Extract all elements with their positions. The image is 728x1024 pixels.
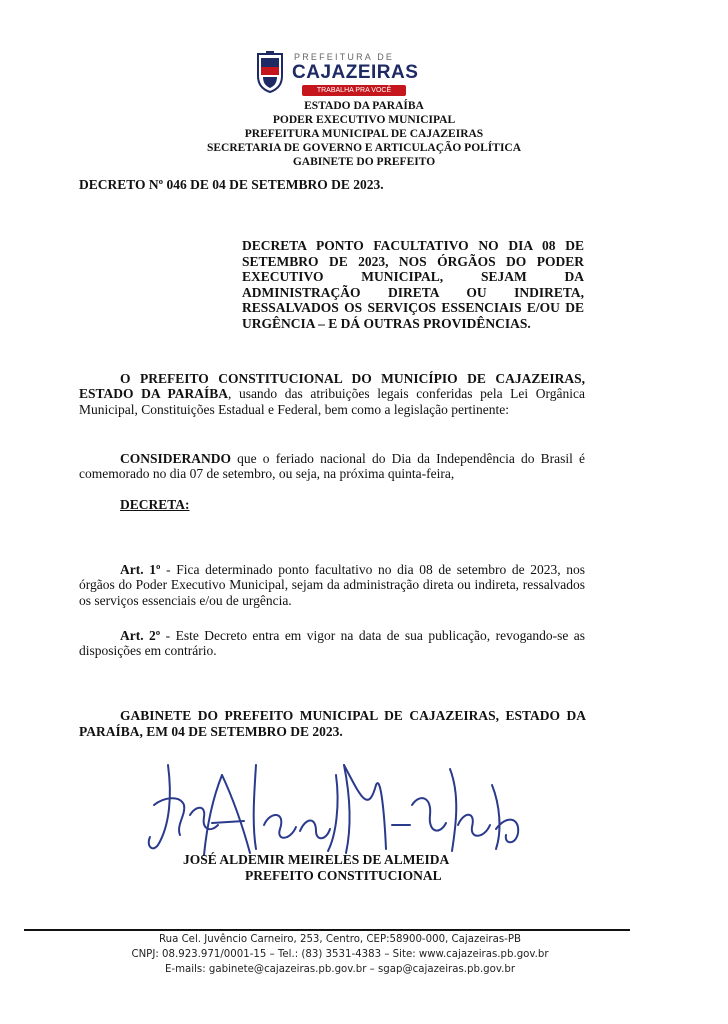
logo-city-name: CAJAZEIRAS xyxy=(292,62,419,83)
considerando-bold: CONSIDERANDO xyxy=(120,451,232,466)
preamble-bold: O PREFEITO CONSTITUCIONAL DO MUNICÍPIO DE CAJAZEIRAS, ESTADO DA PARAÍBA xyxy=(79,371,585,402)
header-secretaria: SECRETARIA DE GOVERNO E ARTICULAÇÃO POLÍTICA xyxy=(206,142,522,154)
header-power: PODER EXECUTIVO MUNICIPAL xyxy=(272,114,456,126)
footer-emails: E-mails: gabinete@cajazeiras.pb.gov.br – sgap@cajazeiras.pb.gov.br xyxy=(164,964,516,975)
city-crest-icon xyxy=(252,50,288,94)
article-1-text: - Fica determinado ponto facultativo no dia 08 de setembro de 2023, nos órgãos do Poder Executivo Municipal, sejam da administração direta ou indireta, ressalvados os serviços essenciais e/ou de urgência. xyxy=(79,562,585,608)
considerando-paragraph xyxy=(79,451,585,482)
article-1-label: Art. 1º xyxy=(120,562,161,577)
article-2 xyxy=(79,628,585,659)
signer-name: JOSÉ ALDEMIR MEIRELES DE ALMEIDA xyxy=(183,852,450,867)
logo-prefeitura-text: PREFEITURA DE xyxy=(294,52,395,62)
article-1 xyxy=(79,562,585,608)
preamble-paragraph xyxy=(79,371,585,417)
header-gabinete: GABINETE DO PREFEITO xyxy=(292,156,436,168)
footer-contacts: CNPJ: 08.923.971/0001-15 – Tel.: (83) 3531-4383 – Site: www.cajazeiras.pb.gov.br xyxy=(131,949,549,960)
document-header xyxy=(0,99,728,169)
preamble-text: , usando das atribuições legais conferidas pela Lei Orgânica Municipal, Constituições Estadual e Federal, bem como a legislação pertinente: xyxy=(79,386,585,417)
article-2-label: Art. 2º xyxy=(120,628,161,643)
handwritten-signature xyxy=(140,745,530,865)
decree-ementa: DECRETA PONTO FACULTATIVO NO DIA 08 DE SETEMBRO DE 2023, NOS ÓRGÃOS DO PODER EXECUTIVO MUNICIPAL, SEJAM DA ADMINISTRAÇÃO DIRETA OU INDIRETA, RESSALVADOS OS SERVIÇOS ESSENCIAIS E/OU DE URGÊNCIA – E DÁ OUTRAS PROVIDÊNCIAS. xyxy=(242,238,584,331)
header-prefeitura: PREFEITURA MUNICIPAL DE CAJAZEIRAS xyxy=(244,128,484,140)
signer-block xyxy=(183,852,449,884)
decreta-heading: DECRETA: xyxy=(120,497,190,512)
header-state: ESTADO DA PARAÍBA xyxy=(304,100,424,112)
logo-tagline: TRABALHA PRA VOCÊ xyxy=(302,85,406,96)
footer-divider xyxy=(24,929,630,931)
considerando-text: que o feriado nacional do Dia da Independência do Brasil é comemorado no dia 07 de setembro, ou seja, na próxima quinta-feira, xyxy=(79,451,585,482)
prefeitura-logo xyxy=(252,50,422,96)
document-footer xyxy=(60,932,620,977)
signer-role: PREFEITO CONSTITUCIONAL xyxy=(245,868,442,883)
closing-statement: GABINETE DO PREFEITO MUNICIPAL DE CAJAZEIRAS, ESTADO DA PARAÍBA, EM 04 DE SETEMBRO DE 2023. xyxy=(79,708,586,739)
decree-title: DECRETO Nº 046 DE 04 DE SETEMBRO DE 2023. xyxy=(79,177,384,192)
article-2-text: - Este Decreto entra em vigor na data de sua publicação, revogando-se as disposições em contrário. xyxy=(79,628,585,659)
footer-address: Rua Cel. Juvêncio Carneiro, 253, Centro, CEP:58900-000, Cajazeiras-PB xyxy=(159,934,521,945)
